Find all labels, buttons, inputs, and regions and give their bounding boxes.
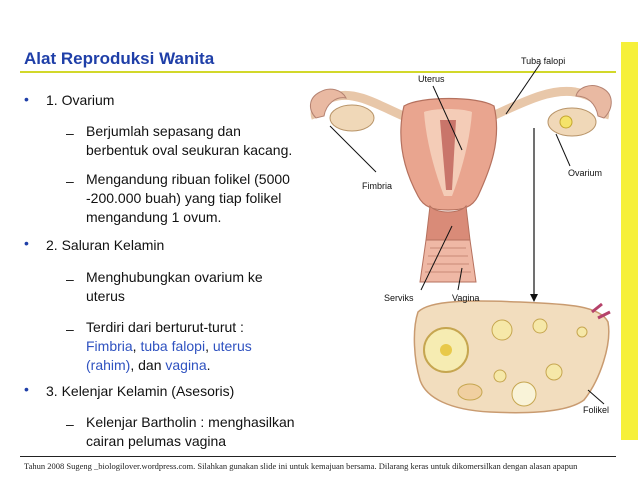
- dash-2: –: [66, 173, 74, 189]
- subitem-line: Berjumlah sepasang dan: [86, 123, 241, 139]
- corpus-luteum: [458, 384, 482, 400]
- footer-credit: Tahun 2008 Sugeng _biologilover.wordpress.com. Silahkan gunakan slide ini untuk kemajuan bersama. Dilarang keras untuk dikomersilkan dengan alasan apapun: [24, 461, 578, 471]
- subitem-line: uterus: [86, 288, 125, 304]
- separator: ,: [132, 338, 141, 354]
- follicle: [512, 382, 536, 406]
- label-fimbria: Fimbria: [362, 181, 393, 191]
- subitem-line: berbentuk oval seukuran kacang.: [86, 142, 293, 158]
- bullet-marker-3: •: [24, 381, 29, 397]
- bullet-marker-1: •: [24, 91, 29, 107]
- subitem-line: -200.000 buah) yang tiap folikel: [86, 190, 282, 206]
- label-serviks: Serviks: [384, 293, 414, 303]
- follicle: [494, 370, 506, 382]
- term-tuba-falopi: tuba falopi: [140, 338, 206, 354]
- subitem-line: Kelenjar Bartholin : menghasilkan: [86, 414, 295, 430]
- footer-rule: [20, 456, 616, 457]
- term-fimbria: Fimbria: [86, 338, 133, 354]
- dash-1: –: [66, 125, 74, 141]
- subitem-line: mengandung 1 ovum.: [86, 209, 222, 225]
- slide-title: Alat Reproduksi Wanita: [24, 49, 215, 68]
- subitem-line: Mengandung ribuan folikel (5000: [86, 171, 290, 187]
- bullet-marker-2: •: [24, 235, 29, 251]
- separator: , dan: [130, 357, 166, 373]
- bullet-saluran-kelamin: 2. Saluran Kelamin: [46, 237, 165, 253]
- dash-5: –: [66, 416, 74, 432]
- follicle: [533, 319, 547, 333]
- left-ovary: [330, 105, 374, 131]
- follicle: [577, 327, 587, 337]
- right-ovary-follicle: [560, 116, 572, 128]
- dash-3: –: [66, 271, 74, 287]
- subitem-line: cairan pelumas vagina: [86, 433, 227, 449]
- bullet-ovarium: 1. Ovarium: [46, 92, 115, 108]
- bullet-kelenjar: 3. Kelenjar Kelamin (Asesoris): [46, 383, 235, 399]
- follicle: [492, 320, 512, 340]
- zoom-arrow-icon: [530, 294, 538, 302]
- dash-4: –: [66, 321, 74, 337]
- period: .: [206, 357, 211, 373]
- subitem-line: Menghubungkan ovarium ke: [86, 269, 263, 285]
- label-uterus: Uterus: [418, 74, 445, 84]
- subitem-line: Terdiri dari berturut-turut :: [86, 319, 244, 335]
- label-folikel: Folikel: [583, 405, 610, 415]
- term-rahim: (rahim): [86, 357, 131, 373]
- label-tuba-falopi: Tuba falopi: [521, 56, 566, 66]
- follicle-ovum: [440, 344, 452, 356]
- term-vagina: vagina: [165, 357, 207, 373]
- label-vagina: Vagina: [452, 293, 480, 303]
- separator: ,: [205, 338, 213, 354]
- term-uterus: uterus: [212, 338, 252, 354]
- follicle: [546, 364, 562, 380]
- label-ovarium: Ovarium: [568, 168, 603, 178]
